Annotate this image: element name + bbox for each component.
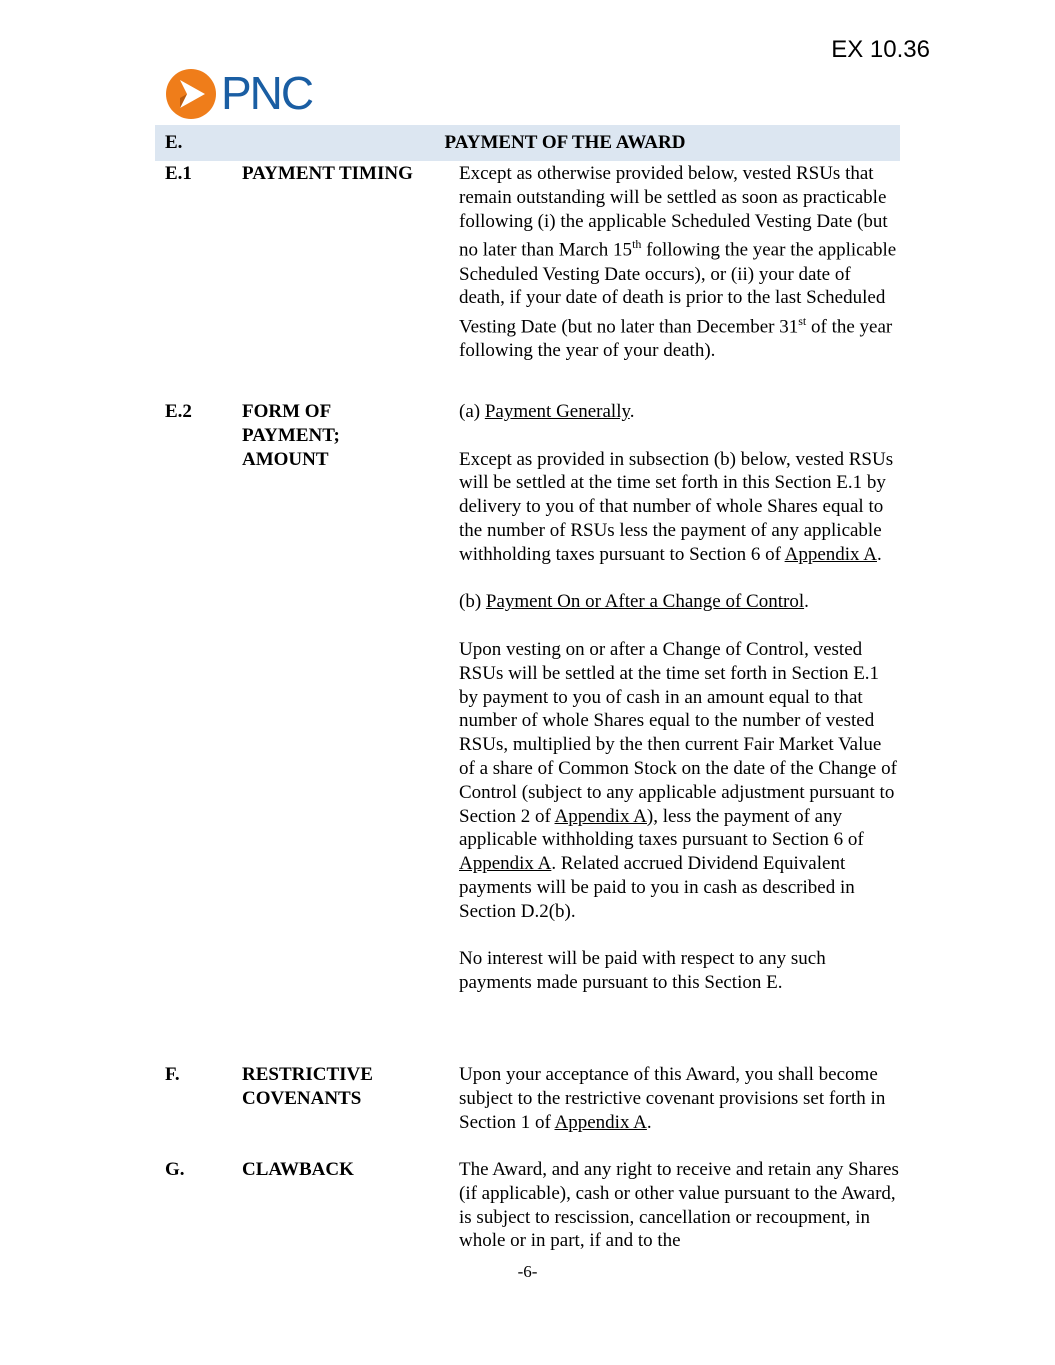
text: . <box>646 1111 652 1133</box>
text: , less the payment of any applicable withholding taxes pursuant to Section 6 of <box>459 805 864 851</box>
section-label: RESTRICTIVE COVENANTS <box>242 1064 373 1109</box>
paragraph: No interest will be paid with respect to any such payments made pursuant to this Section E. <box>459 948 826 994</box>
subsection-title: Payment On or After a Change of Control <box>485 591 805 613</box>
appendix-link[interactable]: Appendix A <box>784 543 877 565</box>
page-footer <box>0 1262 1055 1282</box>
appendix-link[interactable]: Appendix A <box>459 853 552 875</box>
paragraph <box>459 590 899 614</box>
paragraph <box>459 638 899 924</box>
text: of the year following the year of your death). <box>459 316 893 362</box>
appendix-link[interactable]: Appendix A <box>554 1111 647 1133</box>
section-number: G. <box>165 1159 185 1180</box>
paragraph <box>459 1063 899 1134</box>
text: . <box>629 401 635 422</box>
text: (a) <box>459 401 485 422</box>
appendix-link[interactable]: Appendix A) <box>554 805 654 827</box>
text: Except as otherwise provided below, vested RSUs that remain outstanding will be settled as soon as practicable following (i) the applicable Scheduled Vesting Date (but no later than March 15 <box>459 163 888 261</box>
pnc-logo-icon <box>165 68 217 120</box>
section-body <box>459 162 899 387</box>
subsection-title: Payment Generally <box>484 401 630 422</box>
text: Except as provided in subsection (b) below, vested RSUs will be settled at the time set forth in this Section E.1 by delivery to you of that number of whole Shares equal to the number of RSUs less the payment of any applicable withholding taxes pursuant to Section 6 of <box>459 448 894 565</box>
paragraph <box>459 400 899 424</box>
text: . <box>876 543 882 565</box>
section-body <box>459 1158 899 1277</box>
text: Upon your acceptance of this Award, you shall become subject to the restrictive covenant provisions set forth in Section 1 of <box>459 1064 886 1133</box>
section-e-header <box>155 125 900 161</box>
text: . <box>804 591 809 613</box>
section-body <box>459 1063 899 1158</box>
paragraph: The Award, and any right to receive and retain any Shares (if applicable), cash or other value pursuant to the Award, is subject to rescission, cancellation or recoupment, in whole or in part, if and to the <box>459 1159 899 1252</box>
section-label: FORM OF PAYMENT; AMOUNT <box>242 401 340 470</box>
superscript: st <box>798 314 807 329</box>
section-label: PAYMENT TIMING <box>242 163 413 184</box>
text: Upon vesting on or after a Change of Control, vested RSUs will be settled at the time set forth in Section E.1 by payment to you of cash in an amount equal to that number of whole Shares equal to the number of vested RSUs, multiplied by the then current Fair Market Value of a share of Common Stock on the date of the Change of Control (subject to any applicable adjustment pursuant to Section 2 of <box>459 638 897 827</box>
section-number: E.2 <box>165 401 192 422</box>
section-number: F. <box>165 1064 180 1085</box>
paragraph <box>459 162 899 363</box>
section-title: PAYMENT OF THE AWARD <box>444 132 686 153</box>
superscript: th <box>632 237 642 252</box>
paragraph <box>459 448 899 567</box>
pnc-logo <box>165 66 345 120</box>
text: following the year the applicable Scheduled Vesting Date occurs), or (ii) your date of death, if your date of death is prior to the last Scheduled Vesting Date (but no later than December 31 <box>459 239 897 338</box>
section-body <box>459 400 899 1019</box>
section-label: CLAWBACK <box>242 1159 354 1180</box>
exhibit-number: EX 10.36 <box>831 36 930 63</box>
section-number: E. <box>165 132 183 153</box>
text: . Related accrued Dividend Equivalent payments will be paid to you in cash as described in Section D.2(b). <box>459 853 855 922</box>
section-number: E.1 <box>165 163 192 184</box>
text: (b) <box>459 591 486 613</box>
page-number: -6- <box>517 1262 538 1281</box>
pnc-logo-text: PNC <box>221 67 313 119</box>
